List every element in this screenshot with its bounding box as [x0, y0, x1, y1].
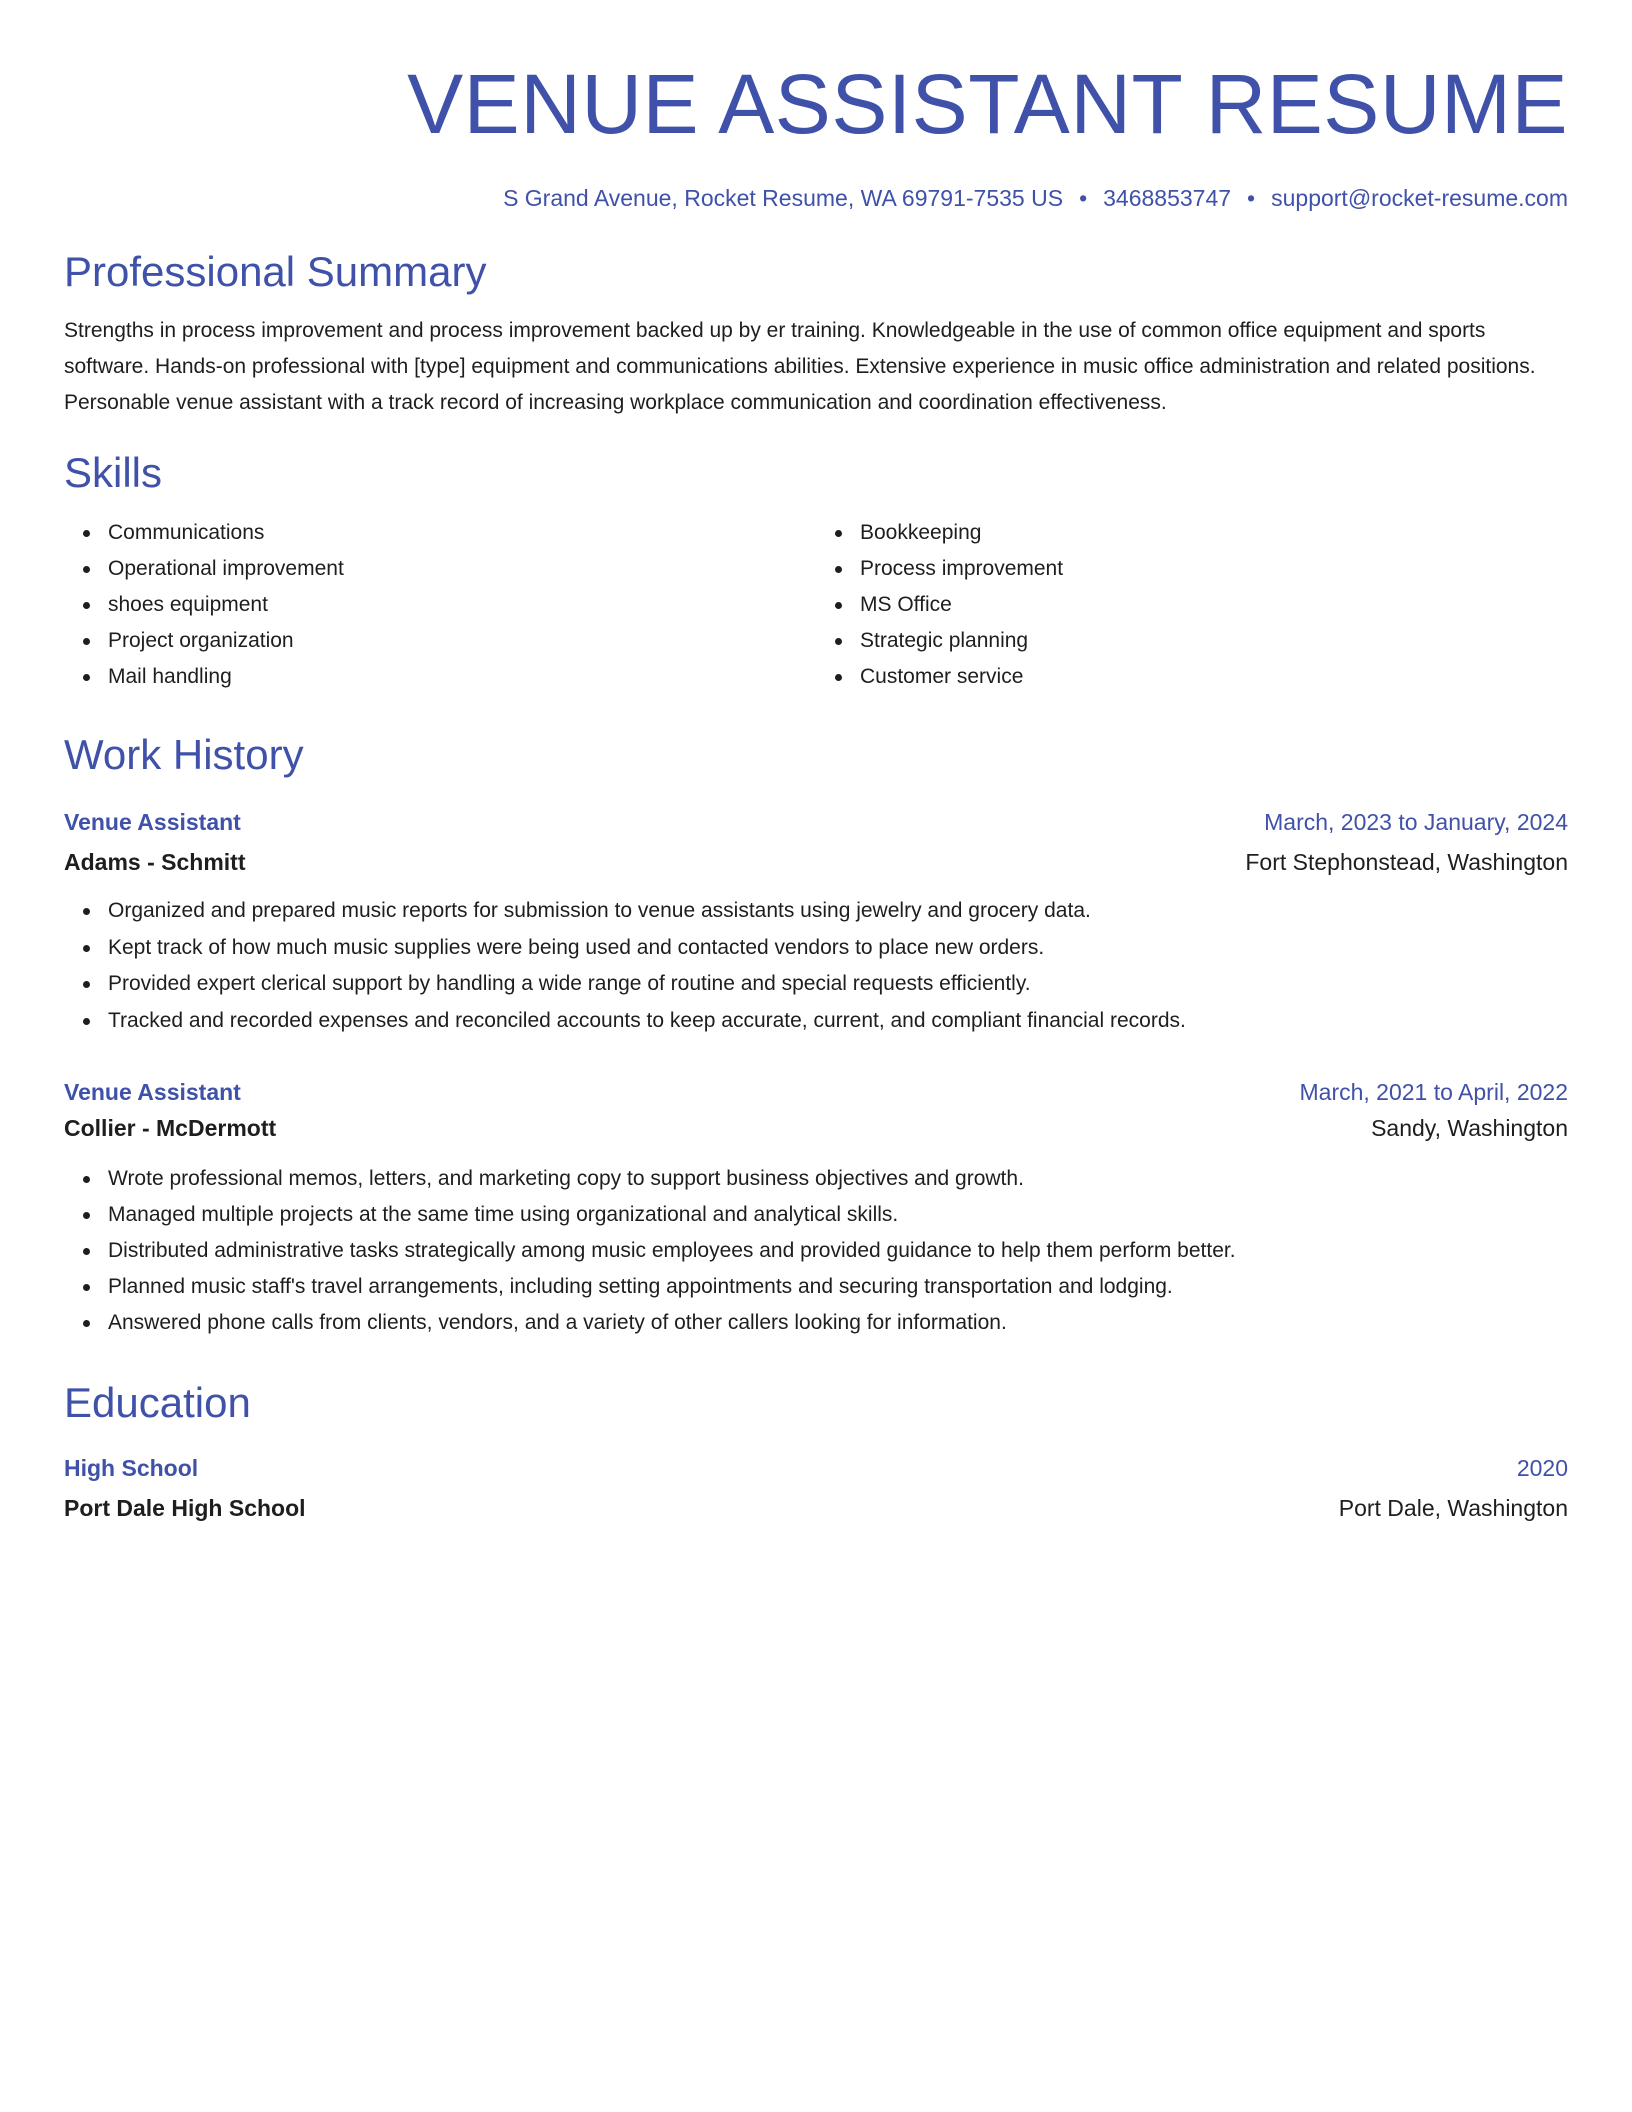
job-location: Fort Stephonstead, Washington [1245, 849, 1568, 875]
employer-name: Adams - Schmitt [64, 849, 246, 875]
section-heading-summary: Professional Summary [64, 248, 487, 295]
job-header [64, 805, 1568, 839]
skills-grid [64, 515, 1568, 695]
skills-section [64, 447, 1568, 695]
skill-item: Customer service [860, 659, 1568, 695]
education-subheader [64, 1491, 1568, 1525]
education-entry [64, 1451, 1568, 1525]
work-history-section [64, 729, 1568, 1341]
skill-item: Bookkeeping [860, 515, 1568, 551]
education-header [64, 1451, 1568, 1485]
skill-item: Strategic planning [860, 623, 1568, 659]
job-duty-item: Answered phone calls from clients, vendors, and a variety of other callers looking for information. [108, 1305, 1568, 1341]
school-location: Port Dale, Washington [1338, 1495, 1568, 1521]
job-entry [64, 805, 1568, 1039]
skills-column-left [64, 515, 816, 695]
section-heading-education: Education [64, 1379, 251, 1426]
employer-name: Collier - McDermott [64, 1115, 277, 1141]
job-duty-item: Managed multiple projects at the same time using organizational and analytical skills. [108, 1197, 1568, 1233]
skills-column-right [816, 515, 1568, 695]
job-entry [64, 1075, 1568, 1341]
job-duty-item: Wrote professional memos, letters, and marketing copy to support business objectives and growth. [108, 1161, 1568, 1197]
skill-item: Communications [108, 515, 816, 551]
job-duty-item: Distributed administrative tasks strategically among music employees and provided guidance to help them perform better. [108, 1233, 1568, 1269]
job-location: Sandy, Washington [1371, 1115, 1568, 1141]
job-title: Venue Assistant [64, 1079, 241, 1105]
contact-line [64, 182, 1568, 214]
job-duty-item: Planned music staff's travel arrangements, including setting appointments and securing transportation and lodging. [108, 1269, 1568, 1305]
contact-address: S Grand Avenue, Rocket Resume, WA 69791-7535 US [503, 185, 1064, 211]
job-title: Venue Assistant [64, 809, 241, 835]
summary-text: Strengths in process improvement and process improvement backed up by er training. Knowledgeable in the use of common office equipment and sports software. Hands-on professional with [type] equipment and communications abilities. Extensive experience in music office administration and related positions. Personable venue assistant with a track record of increasing workplace communication and coordination effectiveness. [64, 319, 1536, 414]
job-header [64, 1075, 1568, 1109]
job-dates: March, 2021 to April, 2022 [1299, 1079, 1568, 1105]
graduation-year: 2020 [1516, 1455, 1568, 1481]
job-duty-item: Kept track of how much music supplies were being used and contacted vendors to place new orders. [108, 930, 1568, 967]
school-name: Port Dale High School [64, 1495, 306, 1521]
skill-item: Project organization [108, 623, 816, 659]
job-duties-list [64, 1161, 1568, 1341]
job-duty-item: Tracked and recorded expenses and reconciled accounts to keep accurate, current, and compliant financial records. [108, 1003, 1568, 1040]
contact-separator: • [1247, 185, 1256, 211]
education-section [64, 1377, 1568, 1525]
resume-title: VENUE ASSISTANT RESUME [407, 57, 1568, 151]
contact-separator: • [1079, 185, 1088, 211]
skill-item: shoes equipment [108, 587, 816, 623]
contact-phone: 3468853747 [1103, 185, 1232, 211]
job-duty-item: Provided expert clerical support by handling a wide range of routine and special requests efficiently. [108, 966, 1568, 1003]
section-heading-work-history: Work History [64, 731, 304, 778]
skill-item: MS Office [860, 587, 1568, 623]
skill-item: Mail handling [108, 659, 816, 695]
job-duty-item: Organized and prepared music reports for submission to venue assistants using jewelry and grocery data. [108, 893, 1568, 930]
job-subheader [64, 1111, 1568, 1145]
job-dates: March, 2023 to January, 2024 [1264, 809, 1568, 835]
skill-item: Operational improvement [108, 551, 816, 587]
contact-email: support@rocket-resume.com [1271, 185, 1568, 211]
degree-title: High School [64, 1455, 199, 1481]
job-duties-list [64, 893, 1568, 1039]
job-subheader [64, 845, 1568, 879]
section-heading-skills: Skills [64, 449, 163, 496]
professional-summary-section [64, 246, 1568, 421]
skill-item: Process improvement [860, 551, 1568, 587]
